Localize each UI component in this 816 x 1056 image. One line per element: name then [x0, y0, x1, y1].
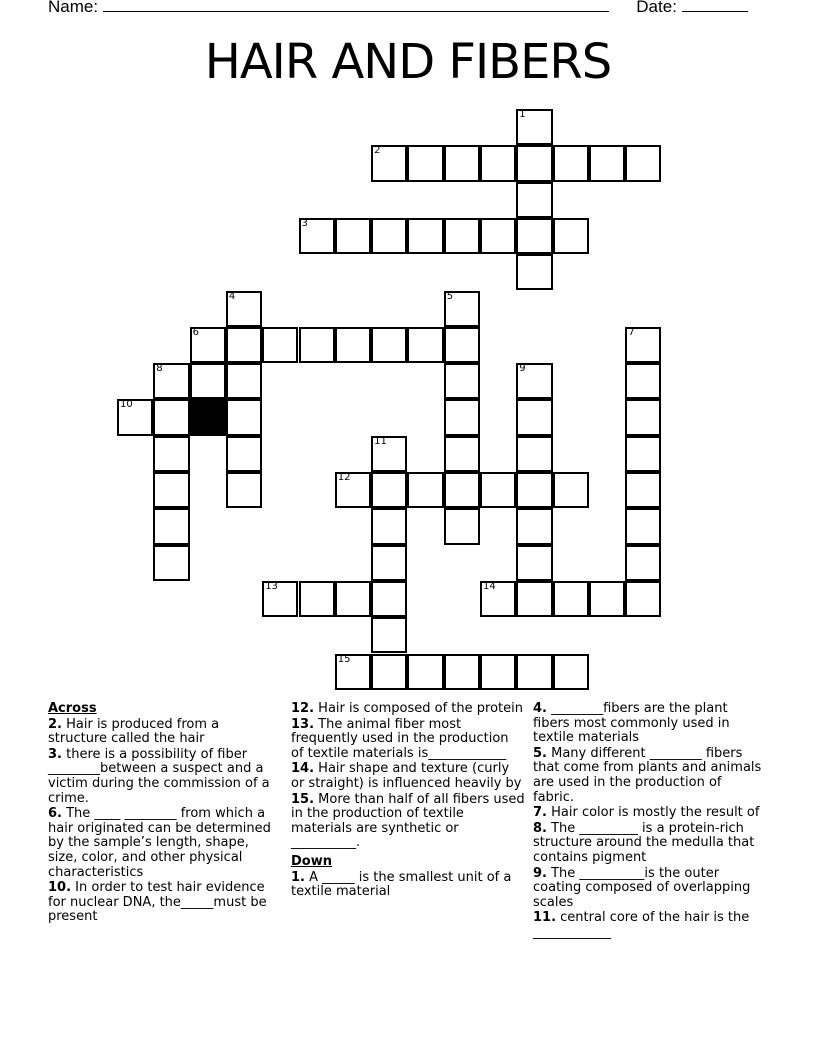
crossword-cell[interactable]: [553, 145, 589, 181]
clue-item: [533, 747, 765, 805]
clue-item: [48, 807, 276, 880]
crossword-cell[interactable]: [480, 218, 516, 254]
clue-item: [291, 702, 525, 717]
crossword-cell[interactable]: [553, 472, 589, 508]
crossword-cell[interactable]: [516, 581, 552, 617]
crossword-cell[interactable]: [371, 654, 407, 690]
across-clues-list-continued: [291, 702, 525, 851]
clue-item: [533, 911, 765, 940]
clue-number: 7: [628, 326, 635, 338]
clue-item: [48, 881, 276, 925]
clue-item-number: 11.: [533, 910, 557, 926]
clue-item: [533, 702, 765, 746]
date-field[interactable]: [682, 0, 748, 12]
crossword-cell[interactable]: [226, 363, 262, 399]
crossword-cell[interactable]: [262, 327, 298, 363]
clue-item-text: A _____ is the smallest unit of a textile material: [291, 869, 512, 900]
crossword-cell[interactable]: [153, 363, 189, 399]
crossword-cell[interactable]: [516, 472, 552, 508]
crossword-cell[interactable]: [625, 545, 661, 581]
crossword-cell[interactable]: [335, 654, 371, 690]
crossword-cell[interactable]: [153, 508, 189, 544]
crossword-cell[interactable]: [625, 436, 661, 472]
crossword-cell[interactable]: [516, 508, 552, 544]
clue-number: 10: [120, 399, 133, 411]
crossword-cell[interactable]: [589, 581, 625, 617]
crossword-cell[interactable]: [516, 545, 552, 581]
clue-number: 9: [519, 363, 526, 375]
black-square: [190, 399, 226, 435]
crossword-cell[interactable]: [371, 545, 407, 581]
clue-item-text: The ____ ________ from which a hair originated can be determined by the sample’s length, shape, size, color, and other physical characteristics: [48, 806, 271, 880]
crossword-cell[interactable]: [371, 218, 407, 254]
crossword-cell[interactable]: [299, 327, 335, 363]
crossword-cell[interactable]: [480, 145, 516, 181]
crossword-cell[interactable]: [444, 508, 480, 544]
crossword-cell[interactable]: [226, 399, 262, 435]
clue-column-1: [48, 701, 276, 925]
crossword-cell[interactable]: [444, 218, 480, 254]
crossword-cell[interactable]: [153, 545, 189, 581]
crossword-cell[interactable]: [407, 218, 443, 254]
clue-number: 4: [228, 290, 236, 302]
crossword-cell[interactable]: [190, 327, 226, 363]
clue-item-text: Hair color is mostly the result of: [546, 805, 760, 821]
clue-item-number: 15.: [291, 791, 315, 807]
crossword-cell[interactable]: [153, 472, 189, 508]
clue-column-2: [291, 701, 525, 900]
clue-item-text: The animal fiber most frequently used in the production of textile materials is____________: [291, 716, 509, 761]
crossword-cell[interactable]: [335, 218, 371, 254]
crossword-cell[interactable]: [371, 581, 407, 617]
crossword-cell[interactable]: [516, 218, 552, 254]
clue-item: [291, 762, 525, 791]
crossword-cell[interactable]: [625, 581, 661, 617]
clue-item-text: ________fibers are the plant fibers most commonly used in textile materials: [533, 701, 730, 746]
crossword-cell[interactable]: [553, 654, 589, 690]
crossword-cell[interactable]: [226, 291, 262, 327]
clue-item-number: 6.: [48, 806, 62, 822]
crossword-cell[interactable]: [625, 363, 661, 399]
clue-item: [48, 718, 276, 747]
clue-number: 14: [483, 580, 496, 592]
crossword-cell[interactable]: [153, 399, 189, 435]
crossword-cell[interactable]: [335, 581, 371, 617]
clue-item-number: 7.: [533, 805, 547, 821]
clue-number: 15: [337, 653, 351, 665]
clue-item-number: 9.: [533, 865, 547, 881]
crossword-cell[interactable]: [480, 654, 516, 690]
clue-item-number: 5.: [533, 745, 547, 761]
clue-item-number: 1.: [291, 869, 305, 885]
crossword-cell[interactable]: [371, 508, 407, 544]
crossword-cell[interactable]: [371, 617, 407, 653]
crossword-cell[interactable]: [262, 581, 298, 617]
crossword-cell[interactable]: [407, 472, 443, 508]
clue-item-text: Hair is composed of the protein: [314, 701, 523, 716]
crossword-cell[interactable]: [625, 399, 661, 435]
crossword-cell[interactable]: [407, 327, 443, 363]
down-clues-list: [291, 871, 525, 900]
clue-item: [533, 867, 765, 911]
crossword-cell[interactable]: [516, 145, 552, 181]
crossword-cell[interactable]: [444, 145, 480, 181]
clue-number: 11: [374, 435, 387, 447]
crossword-cell[interactable]: [553, 581, 589, 617]
crossword-cell[interactable]: [226, 472, 262, 508]
clue-item-text: In order to test hair evidence for nuclear DNA, the_____must be present: [48, 880, 267, 925]
clue-item-text: there is a possibility of fiber ________between a suspect and a victim during the commission of a crime.: [48, 746, 270, 806]
clue-number: 8: [156, 363, 163, 375]
crossword-cell[interactable]: [516, 182, 552, 218]
name-date-line: [48, 0, 748, 17]
crossword-cell[interactable]: [444, 654, 480, 690]
crossword-cell[interactable]: [516, 363, 552, 399]
clue-item-text: More than half of all fibers used in the production of textile materials are synthetic or __________.: [291, 791, 525, 851]
clue-item: [533, 822, 765, 866]
down-clues-list-continued: [533, 702, 765, 941]
name-field[interactable]: [103, 0, 609, 12]
clue-item-text: The __________is the outer coating composed of overlapping scales: [533, 865, 751, 910]
crossword-cell[interactable]: [371, 327, 407, 363]
crossword-cell[interactable]: [371, 472, 407, 508]
crossword-cell[interactable]: [299, 218, 335, 254]
clue-number: 6: [192, 326, 199, 338]
clue-item-text: central core of the hair is the ____________: [533, 910, 750, 940]
clue-item: [291, 871, 525, 900]
clue-item-number: 2.: [48, 716, 62, 732]
crossword-cell[interactable]: [444, 472, 480, 508]
across-clues-list: [48, 718, 276, 925]
crossword-cell[interactable]: [153, 436, 189, 472]
crossword-cell[interactable]: [407, 145, 443, 181]
crossword-cell[interactable]: [516, 109, 552, 145]
crossword-cell[interactable]: [516, 254, 552, 290]
clue-item-text: Hair shape and texture (curly or straight) is influenced heavily by: [291, 761, 522, 791]
crossword-cell[interactable]: [444, 399, 480, 435]
crossword-cell[interactable]: [516, 654, 552, 690]
clue-number: 13: [265, 580, 278, 592]
clue-item-text: The _________ is a protein-rich structure around the medulla that contains pigment: [533, 820, 755, 865]
clue-number: 1: [519, 109, 526, 120]
crossword-cell[interactable]: [226, 436, 262, 472]
crossword-cell[interactable]: [335, 327, 371, 363]
clue-item-number: 13.: [291, 716, 315, 732]
clue-item: [48, 748, 276, 806]
clue-number: 12: [337, 472, 351, 483]
crossword-cell[interactable]: [407, 654, 443, 690]
clue-item-number: 8.: [533, 820, 547, 836]
crossword-cell[interactable]: [516, 399, 552, 435]
clue-item-number: 3.: [48, 746, 62, 762]
clue-item-number: 4.: [533, 701, 547, 716]
crossword-cell[interactable]: [480, 581, 516, 617]
clue-number: 5: [446, 290, 454, 302]
clue-item: [533, 806, 765, 821]
name-label: Name:: [48, 0, 99, 16]
crossword-cell[interactable]: [553, 218, 589, 254]
clue-item-number: 12.: [291, 701, 315, 716]
puzzle-title: HAIR AND FIBERS: [204, 34, 612, 90]
crossword-cell[interactable]: [444, 291, 480, 327]
crossword-cell[interactable]: [480, 472, 516, 508]
crossword-cell[interactable]: [226, 327, 262, 363]
clue-item-number: 10.: [48, 880, 72, 896]
crossword-cell[interactable]: [444, 327, 480, 363]
crossword-cell[interactable]: [444, 363, 480, 399]
across-header: Across: [48, 701, 97, 716]
crossword-cell[interactable]: [190, 363, 226, 399]
clue-item-text: Many different ________ fibers that come from plants and animals are used in the production of fabric.: [533, 745, 762, 805]
crossword-cell[interactable]: [589, 145, 625, 181]
crossword-cell[interactable]: [625, 472, 661, 508]
clue-item: [291, 793, 525, 851]
down-header: Down: [291, 853, 332, 869]
crossword-cell[interactable]: [299, 581, 335, 617]
clue-item-text: Hair is produced from a structure called the hair: [48, 716, 220, 747]
crossword-cell[interactable]: [371, 436, 407, 472]
clue-item-number: 14.: [291, 761, 315, 777]
crossword-cell[interactable]: [335, 472, 371, 508]
crossword-cell[interactable]: [625, 327, 661, 363]
crossword-cell[interactable]: [444, 436, 480, 472]
date-label: Date:: [636, 0, 677, 16]
clue-item: [291, 718, 525, 762]
crossword-cell[interactable]: [371, 145, 407, 181]
crossword-cell[interactable]: [625, 508, 661, 544]
crossword-cell[interactable]: [516, 436, 552, 472]
clue-number: 2: [374, 145, 381, 157]
clue-column-3: [533, 701, 765, 941]
crossword-cell[interactable]: [625, 145, 661, 181]
clue-number: 3: [301, 217, 308, 229]
crossword-cell[interactable]: [117, 399, 153, 435]
